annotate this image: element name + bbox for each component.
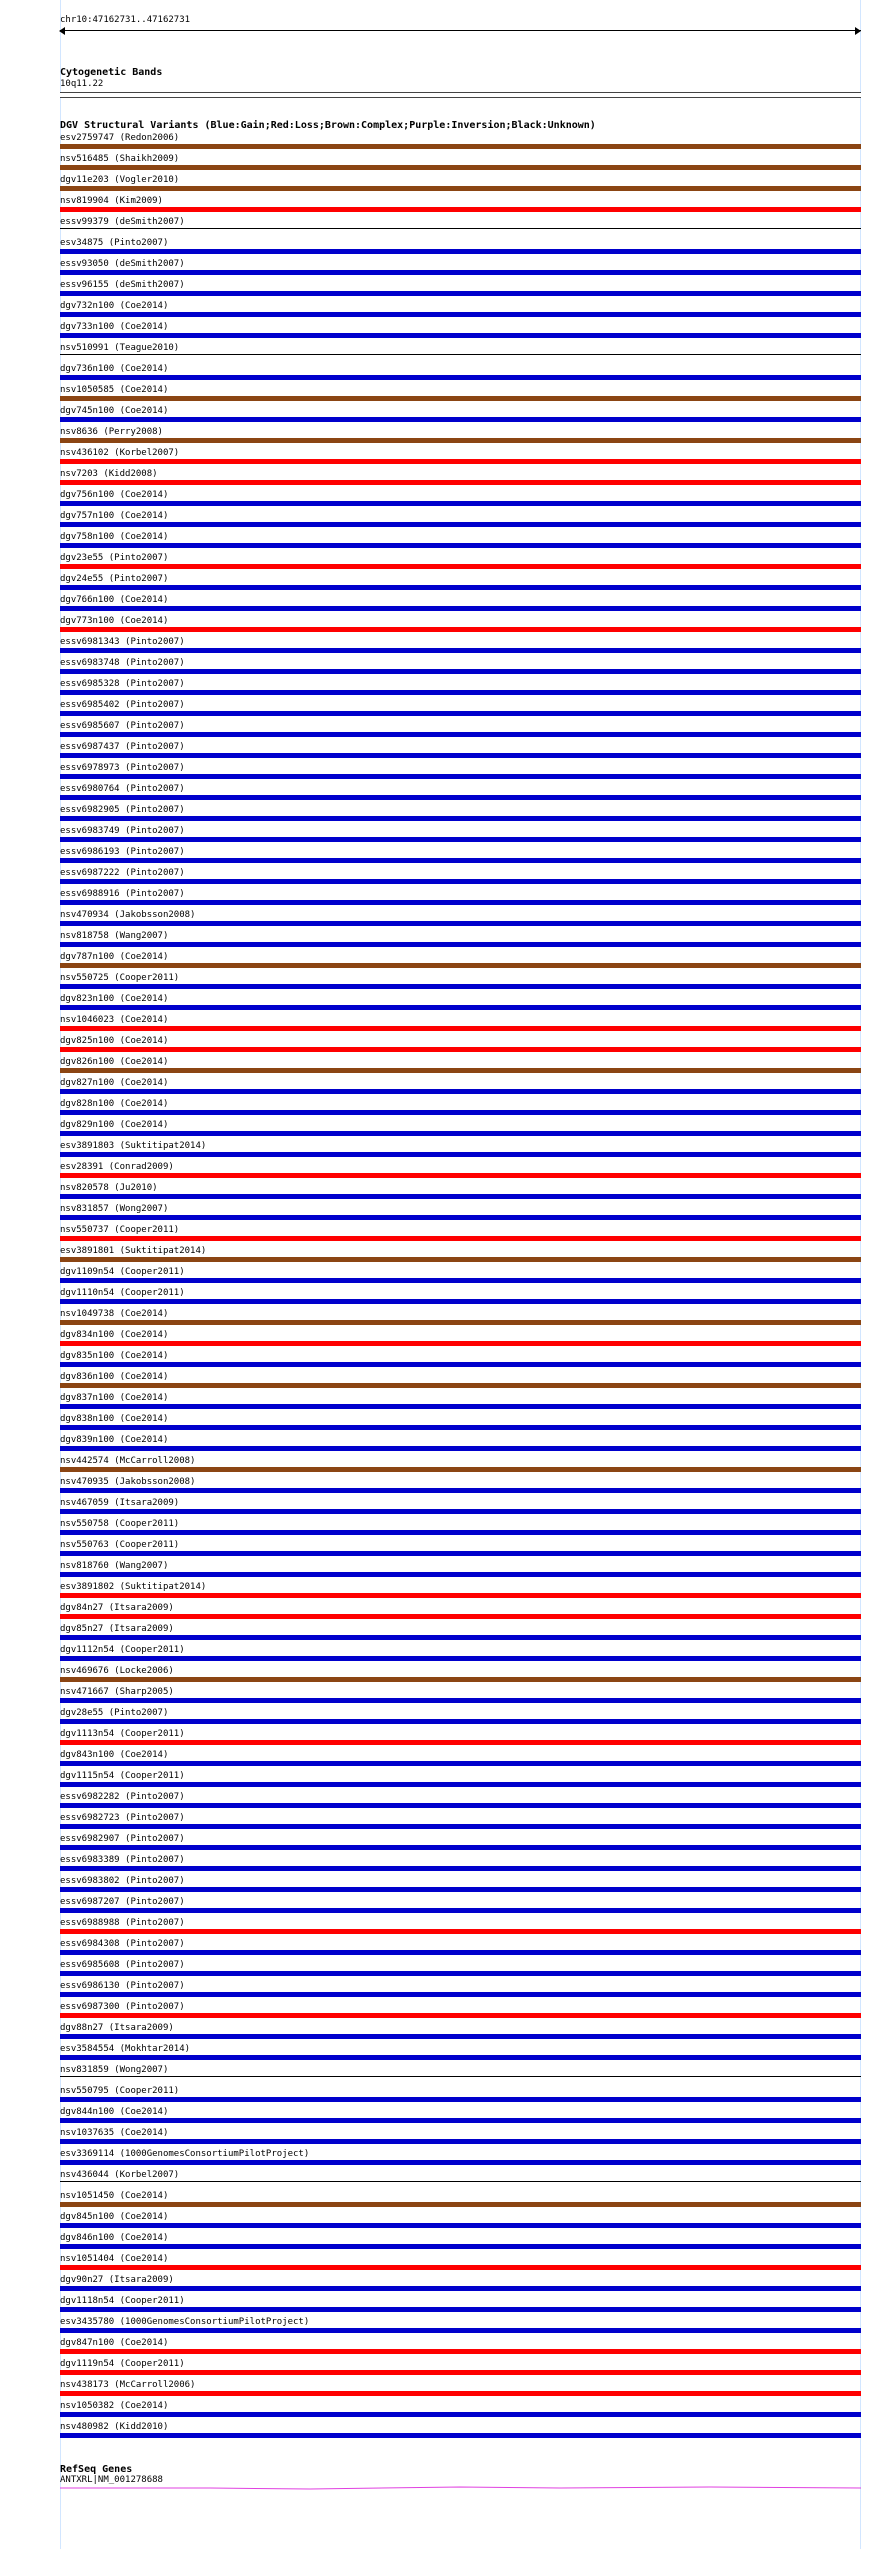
dgv-variant-bar-gain[interactable] bbox=[60, 2034, 861, 2039]
dgv-variant-label[interactable]: essv99379 (deSmith2007) bbox=[60, 217, 185, 227]
dgv-variant-bar-gain[interactable] bbox=[60, 543, 861, 548]
dgv-variant-bar-gain[interactable] bbox=[60, 2286, 861, 2291]
dgv-variant-label[interactable]: nsv1050382 (Coe2014) bbox=[60, 2401, 169, 2411]
dgv-variant-bar-gain[interactable] bbox=[60, 1278, 861, 1283]
dgv-variant-label[interactable]: dgv88n27 (Itsara2009) bbox=[60, 2023, 174, 2033]
dgv-variant-label[interactable]: essv6983749 (Pinto2007) bbox=[60, 826, 185, 836]
dgv-variant-bar-loss[interactable] bbox=[60, 480, 861, 485]
dgv-variant-label[interactable]: nsv550737 (Cooper2011) bbox=[60, 1225, 180, 1235]
dgv-variant-bar-gain[interactable] bbox=[60, 1656, 861, 1661]
dgv-variant-label[interactable]: nsv1049738 (Coe2014) bbox=[60, 1309, 169, 1319]
dgv-variant-bar-gain[interactable] bbox=[60, 732, 861, 737]
dgv-variant-label[interactable]: nsv467059 (Itsara2009) bbox=[60, 1498, 180, 1508]
dgv-variant-bar-loss[interactable] bbox=[60, 2265, 861, 2270]
dgv-variant-label[interactable]: dgv1118n54 (Cooper2011) bbox=[60, 2296, 185, 2306]
dgv-variant-label[interactable]: nsv471667 (Sharp2005) bbox=[60, 1687, 174, 1697]
dgv-variant-bar-gain[interactable] bbox=[60, 333, 861, 338]
dgv-variant-label[interactable]: dgv756n100 (Coe2014) bbox=[60, 490, 169, 500]
dgv-variant-bar-complex[interactable] bbox=[60, 186, 861, 191]
dgv-variant-label[interactable]: nsv550758 (Cooper2011) bbox=[60, 1519, 180, 1529]
dgv-variant-label[interactable]: essv6980764 (Pinto2007) bbox=[60, 784, 185, 794]
dgv-variant-bar-gain[interactable] bbox=[60, 1215, 861, 1220]
dgv-variant-bar-loss[interactable] bbox=[60, 1614, 861, 1619]
dgv-variant-bar-complex[interactable] bbox=[60, 144, 861, 149]
dgv-variant-bar-gain[interactable] bbox=[60, 816, 861, 821]
dgv-variant-label[interactable]: dgv837n100 (Coe2014) bbox=[60, 1393, 169, 1403]
dgv-variant-bar-loss[interactable] bbox=[60, 1173, 861, 1178]
dgv-variant-bar-complex[interactable] bbox=[60, 1383, 861, 1388]
dgv-variant-label[interactable]: essv93050 (deSmith2007) bbox=[60, 259, 185, 269]
dgv-variant-bar-gain[interactable] bbox=[60, 1488, 861, 1493]
dgv-variant-label[interactable]: nsv819904 (Kim2009) bbox=[60, 196, 163, 206]
dgv-variant-label[interactable]: nsv1051404 (Coe2014) bbox=[60, 2254, 169, 2264]
dgv-variant-label[interactable]: dgv843n100 (Coe2014) bbox=[60, 1750, 169, 1760]
dgv-variant-label[interactable]: dgv1112n54 (Cooper2011) bbox=[60, 1645, 185, 1655]
dgv-variant-bar-gain[interactable] bbox=[60, 669, 861, 674]
dgv-variant-bar-complex[interactable] bbox=[60, 396, 861, 401]
dgv-variant-label[interactable]: dgv757n100 (Coe2014) bbox=[60, 511, 169, 521]
dgv-variant-label[interactable]: dgv745n100 (Coe2014) bbox=[60, 406, 169, 416]
dgv-variant-label[interactable]: esv3584554 (Mokhtar2014) bbox=[60, 2044, 191, 2054]
dgv-variant-bar-gain[interactable] bbox=[60, 900, 861, 905]
dgv-variant-label[interactable]: nsv818758 (Wang2007) bbox=[60, 931, 169, 941]
locus-ruler bbox=[60, 30, 861, 31]
cytoband-label: 10q11.22 bbox=[60, 79, 104, 89]
dgv-variant-bar-gain[interactable] bbox=[60, 1446, 861, 1451]
dgv-variant-bar-gain[interactable] bbox=[60, 2160, 861, 2165]
dgv-variant-label[interactable]: dgv835n100 (Coe2014) bbox=[60, 1351, 169, 1361]
dgv-variant-label[interactable]: dgv845n100 (Coe2014) bbox=[60, 2212, 169, 2222]
dgv-variant-label[interactable]: nsv831857 (Wong2007) bbox=[60, 1204, 169, 1214]
dgv-variant-bar-gain[interactable] bbox=[60, 1005, 861, 1010]
dgv-variant-bar-loss[interactable] bbox=[60, 564, 861, 569]
cytoband-track-title[interactable]: Cytogenetic Bands bbox=[60, 67, 163, 78]
ruler-right-arrow-icon bbox=[855, 27, 861, 35]
dgv-variant-bar-gain[interactable] bbox=[60, 1152, 861, 1157]
dgv-variant-bar-loss[interactable] bbox=[60, 1740, 861, 1745]
dgv-variant-bar-gain[interactable] bbox=[60, 312, 861, 317]
dgv-variant-label[interactable]: essv6987222 (Pinto2007) bbox=[60, 868, 185, 878]
dgv-variant-label[interactable]: nsv469676 (Locke2006) bbox=[60, 1666, 174, 1676]
dgv-variant-bar-gain[interactable] bbox=[60, 1362, 861, 1367]
dgv-variant-label[interactable]: esv3891803 (Suktitipat2014) bbox=[60, 1141, 207, 1151]
dgv-variant-label[interactable]: esv34875 (Pinto2007) bbox=[60, 238, 169, 248]
dgv-variant-label[interactable]: nsv550725 (Cooper2011) bbox=[60, 973, 180, 983]
dgv-variant-label[interactable]: dgv827n100 (Coe2014) bbox=[60, 1078, 169, 1088]
dgv-variant-bar-gain[interactable] bbox=[60, 1572, 861, 1577]
dgv-variant-bar-complex[interactable] bbox=[60, 1467, 861, 1472]
dgv-variant-bar-gain[interactable] bbox=[60, 795, 861, 800]
dgv-variant-bar-gain[interactable] bbox=[60, 1719, 861, 1724]
dgv-variant-label[interactable]: dgv1119n54 (Cooper2011) bbox=[60, 2359, 185, 2369]
dgv-variant-bar-loss[interactable] bbox=[60, 2391, 861, 2396]
dgv-variant-bar-gain[interactable] bbox=[60, 375, 861, 380]
dgv-variant-label[interactable]: nsv480982 (Kidd2010) bbox=[60, 2422, 169, 2432]
dgv-variant-bar-complex[interactable] bbox=[60, 1068, 861, 1073]
dgv-variant-bar-unknown[interactable] bbox=[60, 2076, 861, 2077]
dgv-variant-label[interactable]: nsv8636 (Perry2008) bbox=[60, 427, 163, 437]
dgv-variant-label[interactable]: nsv470935 (Jakobsson2008) bbox=[60, 1477, 196, 1487]
dgv-variant-label[interactable]: dgv834n100 (Coe2014) bbox=[60, 1330, 169, 1340]
dgv-variant-label[interactable]: essv6983802 (Pinto2007) bbox=[60, 1876, 185, 1886]
dgv-variant-label[interactable]: essv6985328 (Pinto2007) bbox=[60, 679, 185, 689]
dgv-variant-label[interactable]: dgv847n100 (Coe2014) bbox=[60, 2338, 169, 2348]
dgv-variant-label[interactable]: nsv436044 (Korbel2007) bbox=[60, 2170, 180, 2180]
dgv-variant-bar-loss[interactable] bbox=[60, 2370, 861, 2375]
dgv-variant-label[interactable]: nsv516485 (Shaikh2009) bbox=[60, 154, 180, 164]
dgv-variant-label[interactable]: essv6987437 (Pinto2007) bbox=[60, 742, 185, 752]
dgv-variant-label[interactable]: dgv828n100 (Coe2014) bbox=[60, 1099, 169, 1109]
dgv-variant-bar-unknown[interactable] bbox=[60, 228, 861, 229]
dgv-variant-label[interactable]: dgv829n100 (Coe2014) bbox=[60, 1120, 169, 1130]
dgv-variant-label[interactable]: essv6985607 (Pinto2007) bbox=[60, 721, 185, 731]
dgv-variant-bar-loss[interactable] bbox=[60, 1341, 861, 1346]
dgv-variant-bar-gain[interactable] bbox=[60, 1110, 861, 1115]
dgv-variant-bar-gain[interactable] bbox=[60, 921, 861, 926]
dgv-variant-label[interactable]: essv6982723 (Pinto2007) bbox=[60, 1813, 185, 1823]
right-guide-line bbox=[860, 0, 861, 2549]
dgv-variant-label[interactable]: nsv442574 (McCarroll2008) bbox=[60, 1456, 196, 1466]
dgv-variant-bar-gain[interactable] bbox=[60, 2118, 861, 2123]
dgv-variant-bar-gain[interactable] bbox=[60, 2097, 861, 2102]
dgv-variant-label[interactable]: dgv90n27 (Itsara2009) bbox=[60, 2275, 174, 2285]
dgv-variant-label[interactable]: dgv823n100 (Coe2014) bbox=[60, 994, 169, 1004]
dgv-variant-bar-complex[interactable] bbox=[60, 438, 861, 443]
dgv-variant-label[interactable]: essv96155 (deSmith2007) bbox=[60, 280, 185, 290]
dgv-variant-label[interactable]: dgv24e55 (Pinto2007) bbox=[60, 574, 169, 584]
dgv-variant-label[interactable]: esv3891801 (Suktitipat2014) bbox=[60, 1246, 207, 1256]
dgv-variant-label[interactable]: nsv470934 (Jakobsson2008) bbox=[60, 910, 196, 920]
dgv-variant-bar-gain[interactable] bbox=[60, 2055, 861, 2060]
ruler-left-arrow-icon bbox=[59, 27, 65, 35]
dgv-variant-bar-gain[interactable] bbox=[60, 1908, 861, 1913]
dgv-variant-label[interactable]: esv3891802 (Suktitipat2014) bbox=[60, 1582, 207, 1592]
dgv-variant-bar-unknown[interactable] bbox=[60, 354, 861, 355]
dgv-variant-label[interactable]: dgv732n100 (Coe2014) bbox=[60, 301, 169, 311]
gene-line[interactable] bbox=[60, 2487, 861, 2489]
dgv-variant-bar-gain[interactable] bbox=[60, 879, 861, 884]
dgv-variant-bar-gain[interactable] bbox=[60, 837, 861, 842]
dgv-variant-label[interactable]: nsv438173 (McCarroll2006) bbox=[60, 2380, 196, 2390]
dgv-variant-label[interactable]: dgv825n100 (Coe2014) bbox=[60, 1036, 169, 1046]
dgv-variant-bar-gain[interactable] bbox=[60, 984, 861, 989]
dgv-variant-label[interactable]: nsv436102 (Korbel2007) bbox=[60, 448, 180, 458]
dgv-variant-bar-gain[interactable] bbox=[60, 1509, 861, 1514]
dgv-variant-bar-gain[interactable] bbox=[60, 648, 861, 653]
dgv-variant-label[interactable]: nsv1037635 (Coe2014) bbox=[60, 2128, 169, 2138]
dgv-variant-label[interactable]: dgv85n27 (Itsara2009) bbox=[60, 1624, 174, 1634]
dgv-variant-label[interactable]: nsv1051450 (Coe2014) bbox=[60, 2191, 169, 2201]
dgv-variant-bar-gain[interactable] bbox=[60, 2307, 861, 2312]
dgv-variant-label[interactable]: dgv839n100 (Coe2014) bbox=[60, 1435, 169, 1445]
dgv-variant-label[interactable]: essv6986193 (Pinto2007) bbox=[60, 847, 185, 857]
dgv-variant-bar-loss[interactable] bbox=[60, 1236, 861, 1241]
dgv-variant-label[interactable]: dgv758n100 (Coe2014) bbox=[60, 532, 169, 542]
refseq-gene-line[interactable] bbox=[60, 2480, 861, 2494]
dgv-variant-bar-gain[interactable] bbox=[60, 690, 861, 695]
dgv-variant-label[interactable]: essv6988988 (Pinto2007) bbox=[60, 1918, 185, 1928]
dgv-track-title[interactable]: DGV Structural Variants (Blue:Gain;Red:Loss;Brown:Complex;Purple:Inversion;Black:Unknown) bbox=[60, 120, 596, 131]
dgv-variant-label[interactable]: essv6978973 (Pinto2007) bbox=[60, 763, 185, 773]
dgv-variant-label[interactable]: essv6988916 (Pinto2007) bbox=[60, 889, 185, 899]
dgv-variant-bar-gain[interactable] bbox=[60, 1635, 861, 1640]
dgv-variant-bar-complex[interactable] bbox=[60, 1677, 861, 1682]
dgv-variant-label[interactable]: dgv1115n54 (Cooper2011) bbox=[60, 1771, 185, 1781]
dgv-variant-label[interactable]: nsv1050585 (Coe2014) bbox=[60, 385, 169, 395]
dgv-variant-bar-loss[interactable] bbox=[60, 1047, 861, 1052]
dgv-variant-bar-gain[interactable] bbox=[60, 1866, 861, 1871]
dgv-variant-bar-gain[interactable] bbox=[60, 774, 861, 779]
dgv-variant-bar-gain[interactable] bbox=[60, 1425, 861, 1430]
dgv-variant-label[interactable]: dgv766n100 (Coe2014) bbox=[60, 595, 169, 605]
dgv-variant-bar-complex[interactable] bbox=[60, 1257, 861, 1262]
dgv-variant-label[interactable]: nsv1046023 (Coe2014) bbox=[60, 1015, 169, 1025]
dgv-variant-label[interactable]: essv6984308 (Pinto2007) bbox=[60, 1939, 185, 1949]
dgv-variant-label[interactable]: essv6985608 (Pinto2007) bbox=[60, 1960, 185, 1970]
dgv-variant-label[interactable]: dgv787n100 (Coe2014) bbox=[60, 952, 169, 962]
dgv-variant-label[interactable]: dgv846n100 (Coe2014) bbox=[60, 2233, 169, 2243]
dgv-variant-bar-gain[interactable] bbox=[60, 1404, 861, 1409]
dgv-variant-label[interactable]: nsv820578 (Ju2010) bbox=[60, 1183, 158, 1193]
dgv-variant-label[interactable]: essv6987207 (Pinto2007) bbox=[60, 1897, 185, 1907]
dgv-variant-bar-gain[interactable] bbox=[60, 711, 861, 716]
dgv-variant-label[interactable]: essv6983748 (Pinto2007) bbox=[60, 658, 185, 668]
dgv-variant-bar-gain[interactable] bbox=[60, 522, 861, 527]
dgv-variant-bar-gain[interactable] bbox=[60, 2223, 861, 2228]
locus-label: chr10:47162731..47162731 bbox=[60, 15, 191, 25]
dgv-variant-bar-unknown[interactable] bbox=[60, 2181, 861, 2182]
cytoband-bar[interactable] bbox=[60, 92, 861, 98]
dgv-variant-bar-gain[interactable] bbox=[60, 753, 861, 758]
dgv-variant-label[interactable]: dgv28e55 (Pinto2007) bbox=[60, 1708, 169, 1718]
dgv-variant-label[interactable]: nsv550795 (Cooper2011) bbox=[60, 2086, 180, 2096]
dgv-variant-label[interactable]: dgv23e55 (Pinto2007) bbox=[60, 553, 169, 563]
dgv-variant-bar-loss[interactable] bbox=[60, 2349, 861, 2354]
dgv-variant-bar-gain[interactable] bbox=[60, 1530, 861, 1535]
dgv-variant-bar-loss[interactable] bbox=[60, 459, 861, 464]
dgv-variant-bar-gain[interactable] bbox=[60, 1761, 861, 1766]
dgv-variant-bar-gain[interactable] bbox=[60, 1971, 861, 1976]
dgv-variant-bar-gain[interactable] bbox=[60, 417, 861, 422]
dgv-variant-bar-gain[interactable] bbox=[60, 1950, 861, 1955]
dgv-variant-label[interactable]: essv6983389 (Pinto2007) bbox=[60, 1855, 185, 1865]
dgv-variant-label[interactable]: nsv7203 (Kidd2008) bbox=[60, 469, 158, 479]
dgv-variant-label[interactable]: essv6986130 (Pinto2007) bbox=[60, 1981, 185, 1991]
dgv-variant-bar-gain[interactable] bbox=[60, 1131, 861, 1136]
dgv-variant-label[interactable]: dgv733n100 (Coe2014) bbox=[60, 322, 169, 332]
dgv-variant-bar-gain[interactable] bbox=[60, 1089, 861, 1094]
dgv-variant-bar-gain[interactable] bbox=[60, 585, 861, 590]
dgv-variant-label[interactable]: essv6985402 (Pinto2007) bbox=[60, 700, 185, 710]
dgv-variant-bar-gain[interactable] bbox=[60, 2412, 861, 2417]
dgv-variant-label[interactable]: dgv826n100 (Coe2014) bbox=[60, 1057, 169, 1067]
dgv-variant-bar-gain[interactable] bbox=[60, 1194, 861, 1199]
dgv-variant-bar-loss[interactable] bbox=[60, 2013, 861, 2018]
dgv-variant-label[interactable]: essv6982907 (Pinto2007) bbox=[60, 1834, 185, 1844]
dgv-variant-bar-gain[interactable] bbox=[60, 942, 861, 947]
dgv-variant-bar-complex[interactable] bbox=[60, 963, 861, 968]
dgv-variant-label[interactable]: dgv1113n54 (Cooper2011) bbox=[60, 1729, 185, 1739]
dgv-variant-bar-gain[interactable] bbox=[60, 1887, 861, 1892]
refseq-track-title[interactable]: RefSeq Genes bbox=[60, 2464, 133, 2475]
dgv-variant-bar-gain[interactable] bbox=[60, 249, 861, 254]
dgv-variant-bar-gain[interactable] bbox=[60, 1992, 861, 1997]
dgv-variant-bar-loss[interactable] bbox=[60, 207, 861, 212]
dgv-variant-bar-complex[interactable] bbox=[60, 1320, 861, 1325]
dgv-variant-label[interactable]: esv2759747 (Redon2006) bbox=[60, 133, 180, 143]
dgv-variant-bar-loss[interactable] bbox=[60, 1593, 861, 1598]
dgv-variant-label[interactable]: dgv11e203 (Vogler2010) bbox=[60, 175, 180, 185]
dgv-variant-bar-gain[interactable] bbox=[60, 606, 861, 611]
dgv-variant-bar-gain[interactable] bbox=[60, 1803, 861, 1808]
dgv-variant-bar-loss[interactable] bbox=[60, 1026, 861, 1031]
dgv-variant-label[interactable]: dgv773n100 (Coe2014) bbox=[60, 616, 169, 626]
dgv-variant-bar-complex[interactable] bbox=[60, 2202, 861, 2207]
dgv-variant-bar-gain[interactable] bbox=[60, 2139, 861, 2144]
dgv-variant-bar-gain[interactable] bbox=[60, 1845, 861, 1850]
dgv-variant-bar-gain[interactable] bbox=[60, 1782, 861, 1787]
dgv-variant-label[interactable]: dgv844n100 (Coe2014) bbox=[60, 2107, 169, 2117]
dgv-variant-label[interactable]: dgv84n27 (Itsara2009) bbox=[60, 1603, 174, 1613]
dgv-variant-bar-gain[interactable] bbox=[60, 291, 861, 296]
dgv-variant-bar-gain[interactable] bbox=[60, 501, 861, 506]
dgv-variant-label[interactable]: nsv510991 (Teague2010) bbox=[60, 343, 180, 353]
dgv-variant-bar-gain[interactable] bbox=[60, 1824, 861, 1829]
dgv-variant-label[interactable]: dgv1110n54 (Cooper2011) bbox=[60, 1288, 185, 1298]
dgv-variant-bar-gain[interactable] bbox=[60, 2328, 861, 2333]
dgv-variant-label[interactable]: nsv818760 (Wang2007) bbox=[60, 1561, 169, 1571]
dgv-variant-bar-gain[interactable] bbox=[60, 1551, 861, 1556]
dgv-variant-bar-gain[interactable] bbox=[60, 2433, 861, 2438]
dgv-variant-label[interactable]: essv6987300 (Pinto2007) bbox=[60, 2002, 185, 2012]
dgv-variant-bar-complex[interactable] bbox=[60, 165, 861, 170]
dgv-variant-bar-gain[interactable] bbox=[60, 1299, 861, 1304]
dgv-variant-label[interactable]: dgv1109n54 (Cooper2011) bbox=[60, 1267, 185, 1277]
dgv-variant-label[interactable]: nsv831859 (Wong2007) bbox=[60, 2065, 169, 2075]
dgv-variant-label[interactable]: dgv838n100 (Coe2014) bbox=[60, 1414, 169, 1424]
dgv-variant-label[interactable]: essv6982905 (Pinto2007) bbox=[60, 805, 185, 815]
refseq-gene-label[interactable]: ANTXRL|NM_001278688 bbox=[60, 2475, 163, 2485]
dgv-variant-label[interactable]: dgv736n100 (Coe2014) bbox=[60, 364, 169, 374]
dgv-variant-label[interactable]: essv6982282 (Pinto2007) bbox=[60, 1792, 185, 1802]
dgv-variant-label[interactable]: dgv836n100 (Coe2014) bbox=[60, 1372, 169, 1382]
dgv-variant-bar-loss[interactable] bbox=[60, 627, 861, 632]
dgv-variant-bar-gain[interactable] bbox=[60, 858, 861, 863]
dgv-variant-label[interactable]: esv3435780 (1000GenomesConsortiumPilotProject) bbox=[60, 2317, 310, 2327]
dgv-variant-bar-gain[interactable] bbox=[60, 2244, 861, 2249]
dgv-variant-label[interactable]: nsv550763 (Cooper2011) bbox=[60, 1540, 180, 1550]
dgv-variant-bar-gain[interactable] bbox=[60, 1698, 861, 1703]
dgv-variant-label[interactable]: essv6981343 (Pinto2007) bbox=[60, 637, 185, 647]
dgv-variant-label[interactable]: esv3369114 (1000GenomesConsortiumPilotProject) bbox=[60, 2149, 310, 2159]
dgv-variant-label[interactable]: esv28391 (Conrad2009) bbox=[60, 1162, 174, 1172]
dgv-variant-bar-loss[interactable] bbox=[60, 1929, 861, 1934]
dgv-variant-bar-gain[interactable] bbox=[60, 270, 861, 275]
